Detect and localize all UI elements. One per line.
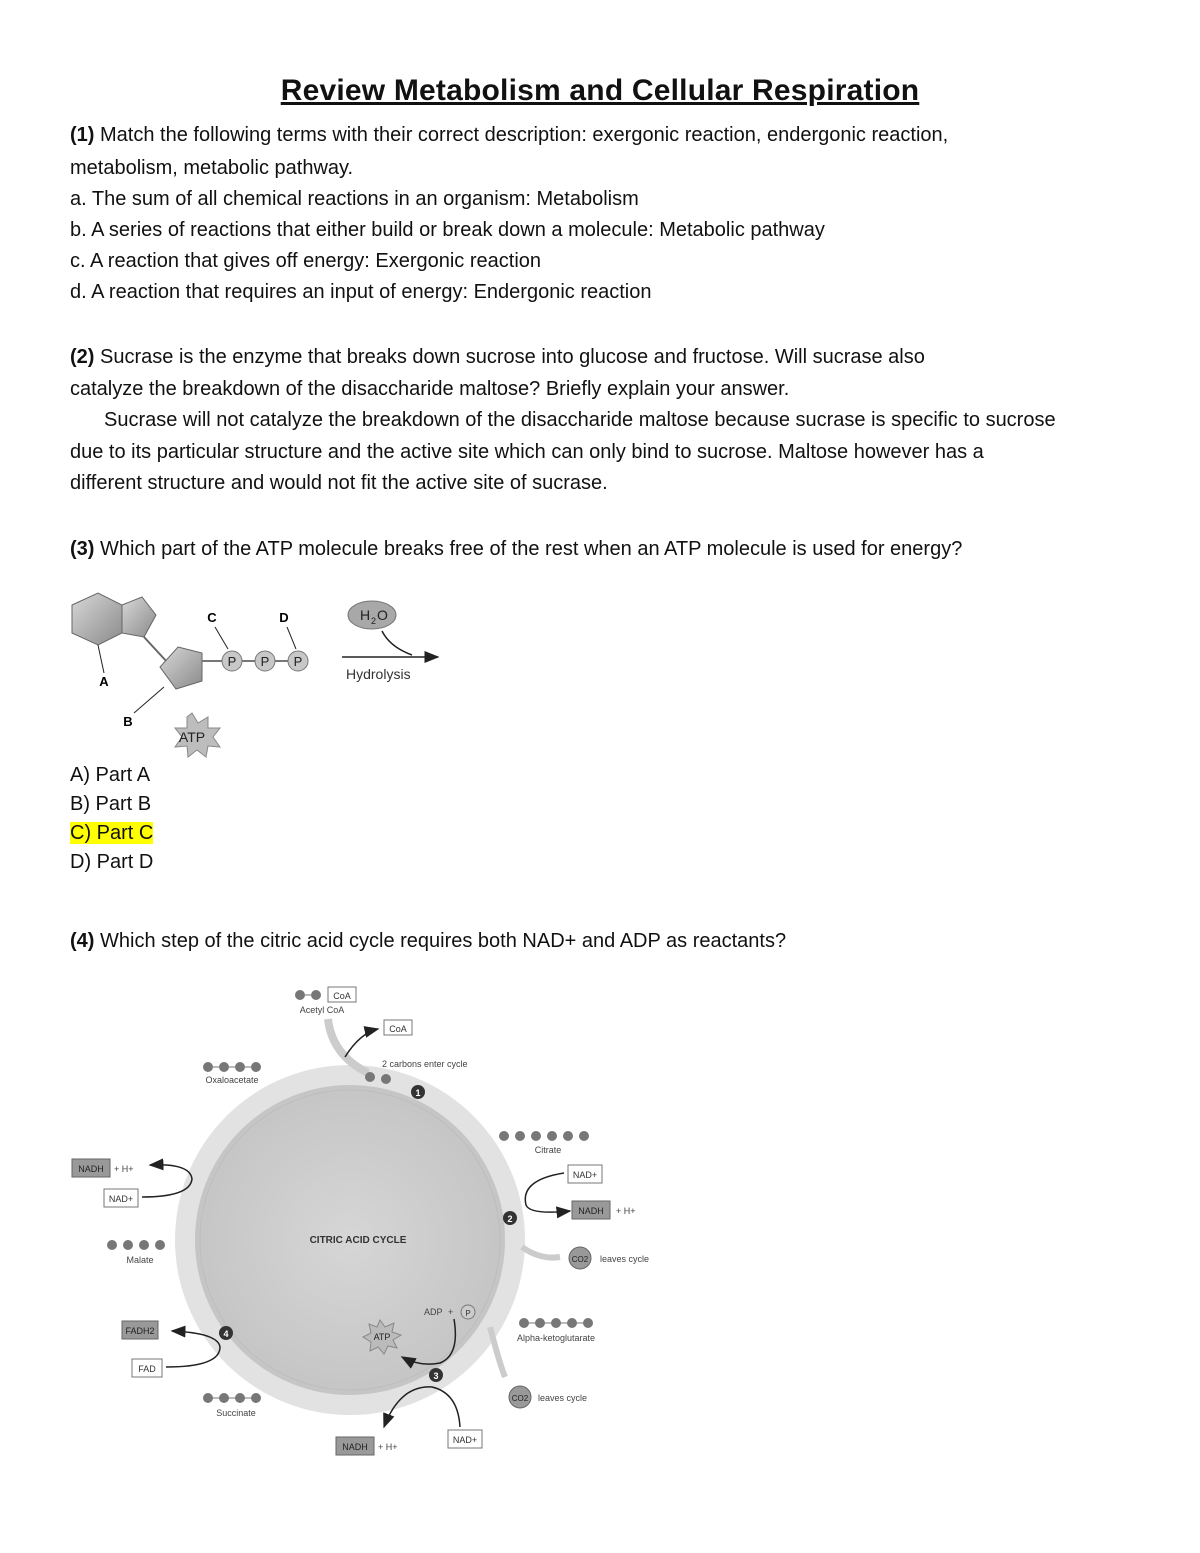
svg-text:+ H+: + H+ (114, 1164, 134, 1174)
nad-plus-left (104, 1189, 138, 1207)
adp-plus-p (424, 1305, 475, 1319)
svg-text:P: P (260, 654, 270, 669)
q4-number: (4) (70, 930, 95, 952)
svg-text:ADP: ADP (424, 1307, 443, 1317)
q1-prompt-text: Match the following terms with their correct description: exergonic reaction, endergonic reaction, (100, 124, 949, 146)
svg-text:NADH: NADH (78, 1164, 104, 1174)
svg-text:Alpha-ketoglutarate: Alpha-ketoglutarate (516, 1333, 596, 1343)
q2-prompt-line-1 (70, 346, 925, 369)
fadh2 (122, 1321, 158, 1339)
svg-text:NAD+: NAD+ (108, 1194, 134, 1204)
q1-item-c: c. A reaction that gives off energy: Exergonic reaction (70, 250, 542, 272)
nadh-step2 (572, 1201, 636, 1219)
label-d: D (279, 610, 289, 625)
svg-text:3: 3 (433, 1371, 439, 1381)
svg-text:Acetyl CoA: Acetyl CoA (299, 1005, 345, 1015)
q1-item-b: b. A series of reactions that either build or break down a molecule: Metabolic pathway (70, 219, 825, 241)
two-carbons-label: 2 carbons enter cycle (382, 1059, 468, 1069)
q3-number: (3) (70, 538, 95, 560)
q3-option-c-highlighted: C) Part C (70, 822, 154, 844)
svg-text:H: H (360, 607, 371, 623)
q3-option-a: A) Part A (70, 764, 151, 786)
page-title: Review Metabolism and Cellular Respiration (280, 74, 920, 107)
ribose-sugar (160, 647, 202, 689)
malate (107, 1240, 165, 1265)
svg-text:leaves cycle: leaves cycle (538, 1393, 588, 1403)
atp-hydrolysis-figure (60, 585, 460, 765)
adenine-base (72, 593, 156, 645)
atp-starburst (175, 713, 220, 757)
q2-answer-line-1: Sucrase will not catalyze the breakdown of the disaccharide maltose because sucrase is specific to sucrose (104, 409, 1056, 431)
citrate (499, 1131, 589, 1155)
svg-text:ATP: ATP (178, 729, 206, 745)
phosphate-1 (222, 651, 242, 671)
q2-answer-line-3: different structure and would not fit the active site of sucrase. (70, 472, 608, 494)
svg-text:Malate: Malate (126, 1255, 154, 1265)
q3-option-c (70, 822, 153, 845)
svg-text:Citrate: Citrate (534, 1145, 562, 1155)
svg-text:4: 4 (223, 1329, 229, 1339)
svg-text:CO2: CO2 (571, 1255, 589, 1264)
svg-text:Succinate: Succinate (216, 1408, 256, 1418)
q3-prompt-text: Which part of the ATP molecule breaks free of the rest when an ATP molecule is used for energy? (100, 538, 963, 560)
nad-plus-step2 (568, 1165, 602, 1183)
phosphate-2 (255, 651, 275, 671)
citric-acid-cycle-figure (60, 975, 680, 1475)
hydrolysis-curve-arrow (382, 631, 412, 655)
q1-item-d: d. A reaction that requires an input of energy: Endergonic reaction (70, 281, 652, 303)
hydrolysis-label: Hydrolysis (346, 666, 411, 682)
q3-option-d: D) Part D (70, 851, 154, 873)
q1-item-a: a. The sum of all chemical reactions in an organism: Metabolism (70, 188, 639, 210)
svg-text:1: 1 (415, 1088, 421, 1098)
svg-text:leaves cycle: leaves cycle (600, 1254, 650, 1264)
phosphate-3 (288, 651, 308, 671)
nadh-left (72, 1159, 134, 1177)
svg-text:NADH: NADH (342, 1442, 368, 1452)
q2-prompt-text: Sucrase is the enzyme that breaks down sucrose into glucose and fructose. Will sucrase also (100, 346, 925, 368)
q2-answer-line-2: due to its particular structure and the active site which can only bind to sucrose. Maltose however has a (70, 441, 984, 463)
step-4-badge (219, 1326, 233, 1340)
svg-text:CoA: CoA (389, 1024, 407, 1034)
svg-text:ATP: ATP (373, 1332, 391, 1342)
label-c: C (207, 610, 217, 625)
svg-text:Oxaloacetate: Oxaloacetate (205, 1075, 259, 1085)
svg-text:NADH: NADH (578, 1206, 604, 1216)
oxaloacetate (203, 1062, 261, 1085)
acetyl-coa (295, 987, 356, 1015)
svg-text:2: 2 (507, 1214, 513, 1224)
svg-text:P: P (465, 1309, 471, 1318)
step-2-badge (503, 1211, 517, 1225)
svg-text:NAD+: NAD+ (572, 1170, 598, 1180)
nadh-step3 (336, 1437, 398, 1455)
q3-prompt (70, 538, 962, 561)
alpha-ketoglutarate (517, 1318, 595, 1343)
q1-prompt-line-1 (70, 124, 948, 147)
q1-number: (1) (70, 124, 95, 146)
svg-text:2: 2 (371, 616, 377, 626)
svg-text:O: O (377, 607, 388, 623)
svg-text:NAD+: NAD+ (452, 1435, 478, 1445)
nad-plus-step3 (448, 1430, 482, 1448)
q3-option-b: B) Part B (70, 793, 152, 815)
coa-out (384, 1020, 412, 1035)
co2-leaves-b (509, 1386, 587, 1408)
water-molecule (348, 601, 396, 629)
q4-prompt-text: Which step of the citric acid cycle requires both NAD+ and ADP as reactants? (100, 930, 787, 952)
q2-number: (2) (70, 346, 95, 368)
svg-text:CoA: CoA (333, 991, 351, 1001)
svg-text:FADH2: FADH2 (125, 1326, 155, 1336)
fad (132, 1359, 162, 1377)
svg-text:P: P (293, 654, 303, 669)
q4-prompt (70, 930, 786, 953)
label-b: B (123, 714, 133, 729)
succinate (203, 1393, 261, 1418)
svg-text:CO2: CO2 (511, 1394, 529, 1403)
q1-prompt-line-2: metabolism, metabolic pathway. (70, 157, 354, 179)
svg-text:P: P (227, 654, 237, 669)
step-1-badge (411, 1085, 425, 1099)
step-3-badge (429, 1368, 443, 1382)
label-a: A (99, 674, 109, 689)
co2-leaves-a (569, 1247, 649, 1269)
cycle-title: CITRIC ACID CYCLE (309, 1235, 407, 1246)
svg-text:+ H+: + H+ (616, 1206, 636, 1216)
svg-text:+: + (448, 1307, 454, 1317)
svg-text:+ H+: + H+ (378, 1442, 398, 1452)
svg-text:FAD: FAD (138, 1364, 156, 1374)
q2-prompt-line-2: catalyze the breakdown of the disaccharide maltose? Briefly explain your answer. (70, 378, 790, 400)
